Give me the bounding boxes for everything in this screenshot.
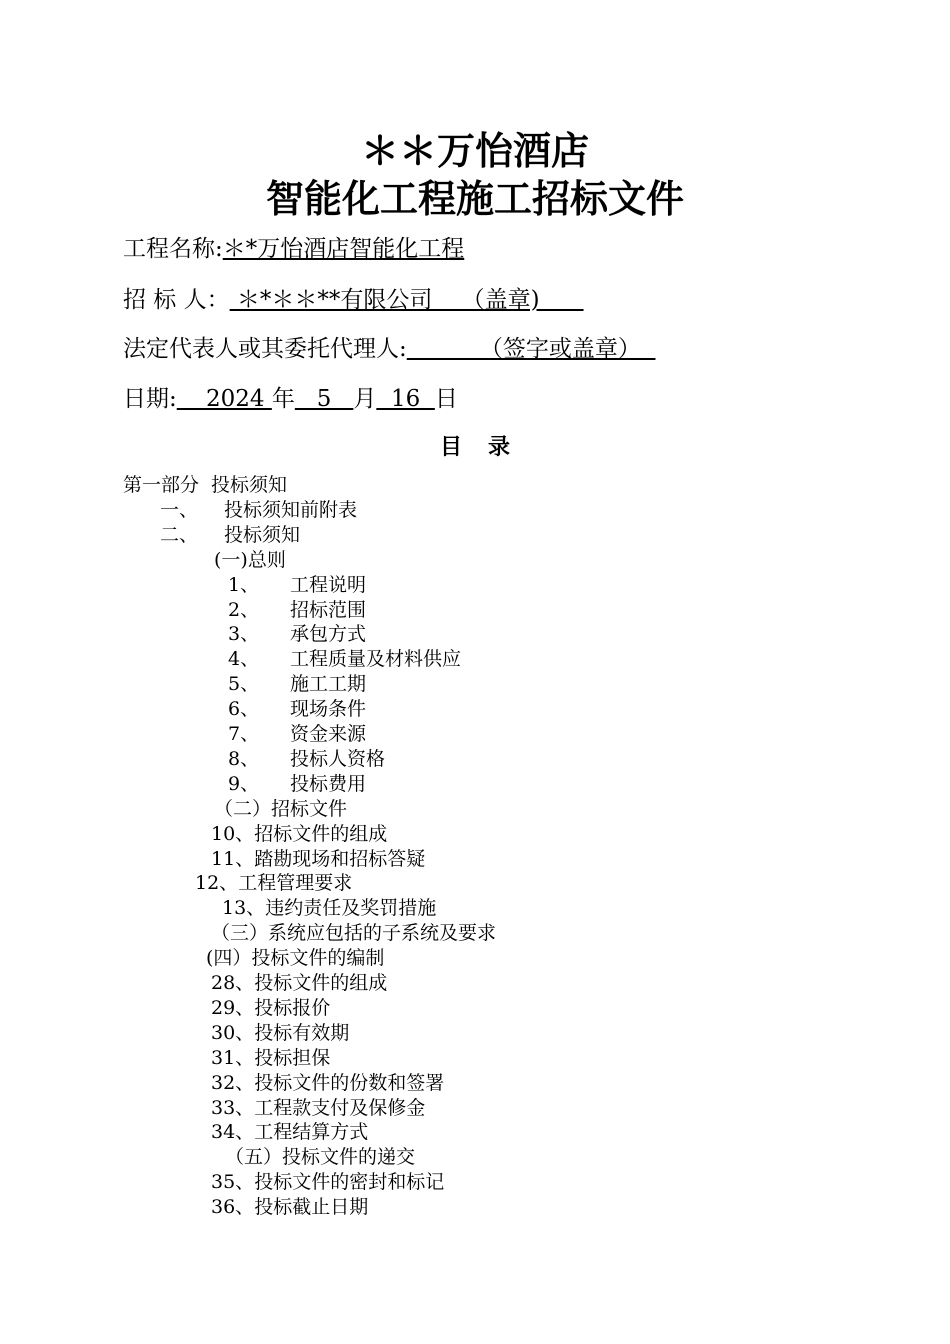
date-month-unit: 月 [353,386,377,412]
toc-item [214,548,286,573]
toc-item [228,672,366,697]
toc-item [160,498,357,523]
toc-item-number: 10、 [211,822,255,845]
toc-item-number: 13、 [222,897,266,920]
tenderer-field [123,285,584,315]
toc-item-text: 投标须知 [224,523,301,546]
toc-item-text: 投标人资格 [290,747,386,770]
toc-item-text: 招标文件的组成 [254,822,388,845]
toc-item [211,971,387,996]
toc-item-text: 承包方式 [290,623,367,646]
toc-item-text: （二）招标文件 [214,797,348,820]
toc-item-text: 违约责任及奖罚措施 [265,897,437,920]
toc-item [225,1145,415,1170]
toc-item-number: 30、 [211,1021,255,1044]
toc-item-number: 34、 [211,1121,255,1144]
toc-item-number: 第一部分 [123,474,200,496]
toc-item [228,772,366,797]
toc-item-text: 施工工期 [290,673,367,696]
toc-item [228,573,366,598]
toc-item-text: 现场条件 [290,698,367,721]
toc-item [222,896,436,921]
toc-item [228,622,366,647]
toc-item-text: 工程质量及材料供应 [290,648,462,671]
toc-item-text: 投标文件的密封和标记 [254,1171,445,1194]
toc-item [211,996,330,1021]
toc-item-text: （五）投标文件的递交 [225,1146,416,1169]
toc-item-number: 5、 [228,673,260,696]
toc-item-number: 35、 [211,1171,255,1194]
representative-field [123,334,655,364]
toc-item [211,1046,330,1071]
toc-item [211,1120,368,1145]
toc-item-text: 投标文件的份数和签署 [254,1071,445,1094]
toc-item-number: 8、 [228,747,260,770]
toc-item-text: 投标费用 [290,772,367,795]
document-title-line2: 智能化工程施工招标文件 [265,177,684,221]
toc-item-text: 踏勘现场和招标答疑 [254,847,426,870]
toc-item [228,647,461,672]
toc-item [211,1021,349,1046]
toc-item-text: 投标担保 [254,1046,331,1069]
toc-item-number: 4、 [228,648,260,671]
toc-item-text: 投标须知前附表 [224,498,358,521]
toc-item-number: 1、 [228,573,260,596]
toc-item-number: 一、 [160,498,199,521]
toc-item [214,797,347,822]
toc-item-text: 招标范围 [290,598,367,621]
toc-item-text: 工程结算方式 [254,1121,369,1144]
toc-item [211,822,387,847]
toc-item [228,598,366,623]
toc-item-number: 二、 [160,523,199,546]
toc-item [211,847,425,872]
toc-item [228,747,385,772]
toc-item-number: 7、 [228,723,260,745]
date-day: 16 [376,386,435,412]
toc-item [211,1170,444,1195]
document-title-line1: ＊＊万怡酒店 [360,129,589,173]
toc-item-number: 32、 [211,1071,255,1094]
project-name-value: ＊*万怡酒店智能化工程 [222,236,465,262]
toc-item [160,523,300,548]
toc-item-text: (一)总则 [214,548,286,571]
toc-item [211,1071,444,1096]
toc-item-text: (四）投标文件的编制 [206,947,385,970]
toc-item-number: 9、 [228,772,260,795]
toc-item-number: 28、 [211,972,255,994]
tenderer-value: ＊*＊＊**有限公司 （盖章) [229,287,584,313]
toc-item-text: 投标截止日期 [254,1196,369,1219]
date-label: 日期: [123,386,177,412]
toc-item-text: 工程管理要求 [238,872,353,895]
toc-item-text: 工程款支付及保修金 [254,1096,426,1119]
representative-value: （签字或盖章） [406,336,656,362]
toc-item-number: 3、 [228,623,260,646]
date-month: 5 [294,386,354,412]
toc-item [211,921,496,946]
representative-label: 法定代表人或其委托代理人: [123,336,407,362]
toc-item-text: 投标文件的组成 [254,972,388,994]
toc-item-text: 资金来源 [290,723,367,745]
project-name-label: 工程名称: [123,236,223,262]
toc-item [228,722,366,747]
toc-item-text: （三）系统应包括的子系统及要求 [211,922,497,945]
date-year-unit: 年 [271,386,295,412]
toc-item [206,946,384,971]
tenderer-label: 招 标 人： [123,287,230,313]
toc-item [211,1096,425,1121]
project-name-field [123,234,464,264]
toc-item-text: 投标须知 [211,474,288,496]
toc-item [123,473,287,498]
date-field [123,384,458,414]
toc-item-number: 33、 [211,1096,255,1119]
toc-item-number: 6、 [228,698,260,721]
toc-heading: 目录 [439,434,536,460]
date-year: 2024 [176,386,272,412]
toc-item-number: 29、 [211,996,255,1019]
toc-item-text: 投标有效期 [254,1021,350,1044]
toc-item-number: 11、 [211,847,255,870]
toc-item-number: 31、 [211,1046,255,1069]
toc-item [195,871,352,896]
toc-item [228,697,366,722]
toc-item-text: 投标报价 [254,996,331,1019]
toc-item [211,1195,368,1220]
toc-item-number: 12、 [195,872,239,895]
date-day-unit: 日 [434,386,458,412]
toc-item-text: 工程说明 [290,573,367,596]
toc-item-number: 36、 [211,1196,255,1219]
toc-item-number: 2、 [228,598,260,621]
